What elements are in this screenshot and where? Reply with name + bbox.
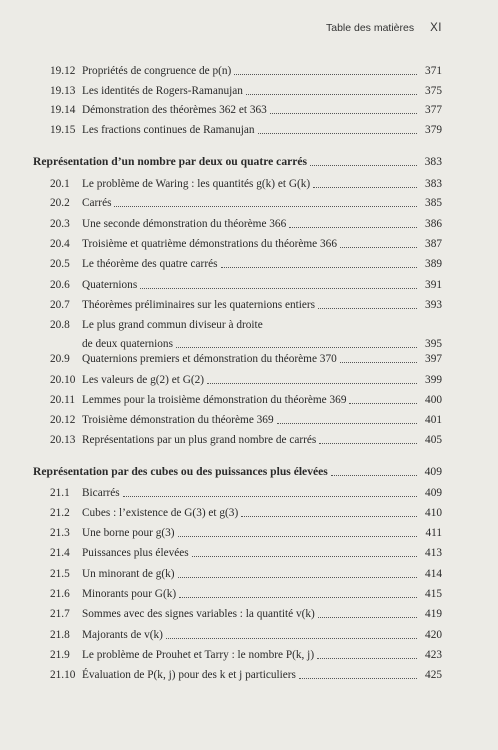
- entry-title: Le problème de Waring : les quantités g(k) et G(k): [82, 178, 311, 190]
- leader-dots: [176, 347, 417, 348]
- entry-page: 379: [425, 124, 442, 136]
- entry-title: Théorèmes préliminaires sur les quaternions entiers: [82, 299, 316, 311]
- entry-number: 21.5: [50, 568, 70, 580]
- running-head-title: Table des matières: [325, 22, 415, 34]
- entry-page: 420: [425, 629, 442, 641]
- entry-page: 387: [425, 238, 442, 250]
- toc-entry: [50, 628, 442, 642]
- entry-page: 399: [425, 374, 442, 386]
- toc-entry: [50, 123, 442, 137]
- entry-title: Le problème de Prouhet et Tarry : le nombre P(k, j): [82, 649, 315, 661]
- entry-page: 377: [425, 104, 442, 116]
- entry-page: 414: [425, 568, 442, 580]
- entry-page: 409: [425, 487, 442, 499]
- toc-entry: [50, 84, 442, 98]
- entry-title: Une seconde démonstration du théorème 366: [82, 218, 287, 230]
- entry-page: 410: [425, 507, 442, 519]
- entry-page: 393: [425, 299, 442, 311]
- leader-dots: [241, 516, 417, 517]
- entry-page: 413: [425, 547, 442, 559]
- entry-number: 21.9: [50, 649, 70, 661]
- entry-number: 21.1: [50, 487, 70, 499]
- entry-title: Quaternions: [82, 279, 138, 291]
- toc-entry: [50, 257, 442, 271]
- toc-entry: [50, 177, 442, 191]
- entry-title: Démonstration des théorèmes 362 et 363: [82, 104, 267, 116]
- entry-number: 19.14: [50, 104, 76, 116]
- entry-number: 19.12: [50, 65, 76, 77]
- entry-title: Minorants pour G(k): [82, 588, 177, 600]
- toc-entry: [50, 393, 442, 407]
- leader-dots: [166, 638, 417, 639]
- entry-number: 21.6: [50, 588, 70, 600]
- toc-entry: [50, 607, 442, 621]
- entry-page: 411: [425, 527, 442, 539]
- leader-dots: [289, 227, 417, 228]
- entry-title: Le plus grand commun diviseur à droite: [82, 319, 263, 331]
- leader-dots: [270, 113, 417, 114]
- entry-number: 20.8: [50, 319, 70, 331]
- leader-dots: [319, 443, 417, 444]
- entry-number: 21.4: [50, 547, 70, 559]
- entry-title: Représentations par un plus grand nombre de carrés: [82, 434, 317, 446]
- entry-number: 20.3: [50, 218, 70, 230]
- entry-page: 375: [425, 85, 442, 97]
- leader-dots: [340, 247, 417, 248]
- entry-title: Puissances plus élevées: [82, 547, 189, 559]
- chapter-title: Représentation d’un nombre par deux ou quatre carrés: [33, 155, 308, 168]
- chapter-title: Représentation par des cubes ou des puissances plus élevées: [33, 465, 328, 478]
- toc-entry: [50, 587, 442, 601]
- entry-page: 397: [425, 353, 442, 365]
- entry-number: 20.4: [50, 238, 70, 250]
- toc-entry: [50, 526, 442, 540]
- leader-dots: [178, 577, 417, 578]
- entry-number: 20.7: [50, 299, 70, 311]
- leader-dots: [317, 658, 417, 659]
- toc-entry: [50, 668, 442, 682]
- toc-entry: [50, 373, 442, 387]
- entry-number: 21.2: [50, 507, 70, 519]
- entry-title: Sommes avec des signes variables : la quantité v(k): [82, 608, 315, 620]
- entry-page: 405: [425, 434, 442, 446]
- entry-page: 385: [425, 197, 442, 209]
- leader-dots: [234, 74, 417, 75]
- leader-dots: [331, 475, 417, 476]
- leader-dots: [340, 362, 417, 363]
- leader-dots: [277, 423, 417, 424]
- toc-entry: [50, 196, 442, 210]
- leader-dots: [318, 308, 417, 309]
- entry-number: 20.5: [50, 258, 70, 270]
- page-folio: XI: [430, 22, 442, 34]
- leader-dots: [179, 597, 417, 598]
- entry-title: Lemmes pour la troisième démonstration du théorème 369: [82, 394, 347, 406]
- entry-number: 20.11: [50, 394, 75, 406]
- toc-entry: [50, 413, 442, 427]
- entry-page: 425: [425, 669, 442, 681]
- entry-number: 21.10: [50, 669, 76, 681]
- toc-entry: [50, 648, 442, 662]
- entry-number: 20.6: [50, 279, 70, 291]
- toc-entry: [50, 567, 442, 581]
- leader-dots: [207, 383, 417, 384]
- entry-page: 423: [425, 649, 442, 661]
- toc-entry: [50, 64, 442, 78]
- entry-title: Carrés: [82, 197, 112, 209]
- toc-entry: [50, 103, 442, 117]
- toc-entry: [50, 237, 442, 251]
- toc-entry: [50, 352, 442, 366]
- leader-dots: [313, 187, 417, 188]
- entry-title: Bicarrés: [82, 487, 120, 499]
- toc-entry: [50, 217, 442, 231]
- leader-dots: [299, 678, 417, 679]
- leader-dots: [178, 536, 417, 537]
- running-head: [326, 22, 442, 34]
- toc-entry-multiline: [50, 318, 442, 351]
- toc-entry: [50, 433, 442, 447]
- entry-page: 400: [425, 394, 442, 406]
- entry-number: 20.9: [50, 353, 70, 365]
- leader-dots: [318, 617, 417, 618]
- chapter-page: 409: [424, 465, 442, 478]
- chapter-heading: [33, 465, 442, 479]
- toc-entry: [50, 506, 442, 520]
- entry-title-continued: de deux quaternions: [82, 338, 173, 350]
- entry-page: 386: [425, 218, 442, 230]
- toc-entry: [50, 278, 442, 292]
- entry-number: 21.8: [50, 629, 70, 641]
- entry-title: Un minorant de g(k): [82, 568, 175, 580]
- entry-page: 371: [425, 65, 442, 77]
- entry-title: Cubes : l’existence de G(3) et g(3): [82, 507, 239, 519]
- leader-dots: [258, 133, 417, 134]
- entry-number: 19.15: [50, 124, 76, 136]
- entry-number: 20.2: [50, 197, 70, 209]
- toc-entry: [50, 546, 442, 560]
- entry-page: 389: [425, 258, 442, 270]
- entry-number: 19.13: [50, 85, 76, 97]
- entry-title: Majorants de v(k): [82, 629, 163, 641]
- entry-number: 21.7: [50, 608, 70, 620]
- leader-dots: [114, 206, 417, 207]
- entry-number: 20.1: [50, 178, 70, 190]
- entry-title: Quaternions premiers et démonstration du théorème 370: [82, 353, 337, 365]
- toc-entry: [50, 298, 442, 312]
- leader-dots: [349, 403, 417, 404]
- entry-title: Une borne pour g(3): [82, 527, 175, 539]
- entry-page: 401: [425, 414, 442, 426]
- entry-title: Le théorème des quatre carrés: [82, 258, 218, 270]
- leader-dots: [246, 94, 417, 95]
- entry-page: 419: [425, 608, 442, 620]
- leader-dots: [221, 267, 418, 268]
- entry-title: Propriétés de congruence de p(n): [82, 65, 232, 77]
- leader-dots: [192, 556, 417, 557]
- entry-page: 415: [425, 588, 442, 600]
- entry-number: 20.10: [50, 374, 76, 386]
- leader-dots: [123, 496, 417, 497]
- entry-number: 20.12: [50, 414, 76, 426]
- entry-title: Les valeurs de g(2) et G(2): [82, 374, 205, 386]
- entry-number: 21.3: [50, 527, 70, 539]
- chapter-page: 383: [424, 155, 442, 168]
- entry-title: Les identités de Rogers-Ramanujan: [82, 85, 243, 97]
- entry-title: Les fractions continues de Ramanujan: [82, 124, 255, 136]
- entry-page: 383: [425, 178, 442, 190]
- leader-dots: [310, 165, 417, 166]
- leader-dots: [140, 288, 417, 289]
- toc-entry: [50, 486, 442, 500]
- entry-title: Troisième démonstration du théorème 369: [82, 414, 274, 426]
- entry-page: 391: [425, 279, 442, 291]
- entry-title: Évaluation de P(k, j) pour des k et j particuliers: [82, 669, 296, 681]
- chapter-heading: [33, 155, 442, 169]
- entry-page: 395: [425, 338, 442, 350]
- entry-number: 20.13: [50, 434, 76, 446]
- entry-title: Troisième et quatrième démonstrations du théorème 366: [82, 238, 337, 250]
